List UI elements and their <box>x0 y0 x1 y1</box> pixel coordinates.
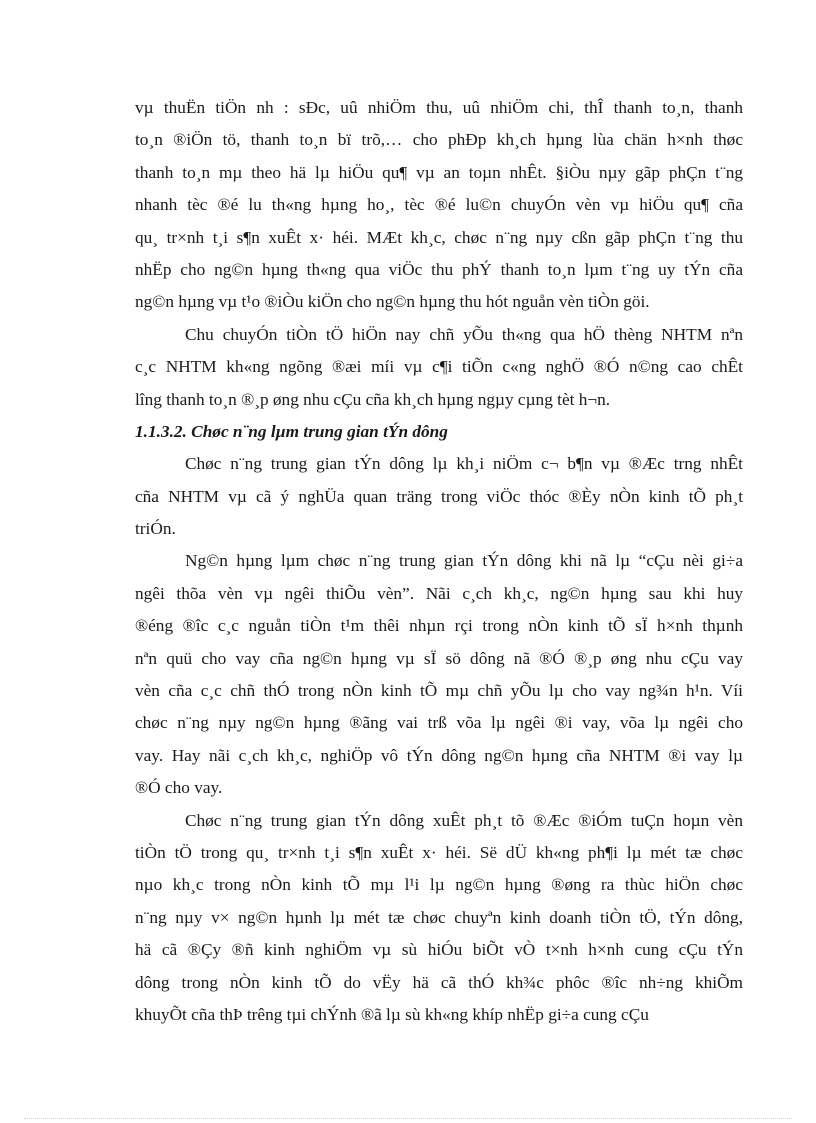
text-line: c¸c NHTM kh«ng ngõng ®æi míi vµ c¶i tiÕn c«ng nghÖ ®Ó n©ng cao chÊt <box>135 357 743 377</box>
body-text-top <box>135 92 743 416</box>
text-line: thanh to¸n mµ theo hä lµ hiÖu qu¶ vµ an toµn nhÊt. §iÒu nµy gãp phÇn t¨ng <box>135 162 743 182</box>
text-line: vay. Hay nãi c¸ch kh¸c, nghiÖp vô tÝn dông ng©n hµng cña NHTM ®i vay lµ <box>135 745 743 765</box>
text-line: ng©n hµng vµ t¹o ®iÒu kiÖn cho ng©n hµng thu hót nguån vèn tiÒn göi. <box>135 292 650 312</box>
text-line: triÓn. <box>135 519 176 539</box>
text-line: cña NHTM vµ cã ý nghÜa quan träng trong viÖc thóc ®Èy nÒn kinh tÕ ph¸t <box>135 486 743 506</box>
text-line: lîng thanh to¸n ®¸p øng nhu cÇu cña kh¸ch hµng ngµy cµng tèt h¬n. <box>135 389 611 409</box>
text-line: nhËp cho ng©n hµng th«ng qua viÖc thu phÝ thanh to¸n lµm t¨ng uy tÝn cña <box>135 259 743 279</box>
paragraph <box>135 92 743 319</box>
text-line: Chøc n¨ng trung gian tÝn dông xuÊt ph¸t tõ ®Æc ®iÓm tuÇn hoµn vèn <box>185 810 743 830</box>
paragraph <box>135 448 743 545</box>
paragraph <box>135 319 743 416</box>
text-line: nhanh tèc ®é lu th«ng hµng ho¸, tèc ®é lu©n chuyÓn vèn vµ hiÖu qu¶ cña <box>135 195 743 215</box>
text-line: nªn quü cho vay cña ng©n hµng vµ sÏ sö dông nã ®Ó ®¸p øng nhu cÇu vay <box>135 648 743 668</box>
text-line: n¨ng nµy v× ng©n hµnh lµ mét tæ chøc chuyªn kinh doanh tiÒn tÖ, tÝn dông, <box>135 907 743 927</box>
text-line: to¸n ®iÖn tö, thanh to¸n bï trõ,… cho phÐp kh¸ch hµng lùa chän h×nh thøc <box>135 130 743 150</box>
text-line: ®éng ®îc c¸c nguån tiÒn t¹m thêi nhµn rçi trong nÒn kinh tÕ sÏ h×nh thµnh <box>135 616 743 636</box>
text-line: hä cã ®Çy ®ñ kinh nghiÖm vµ sù hiÓu biÕt vÒ t×nh h×nh cung cÇu tÝn <box>135 940 743 960</box>
text-line: vµ thuËn tiÖn nh : sÐc, uû nhiÖm thu, uû nhiÖm chi, thÎ thanh to¸n, thanh <box>135 98 743 117</box>
text-line: ®Ó cho vay. <box>135 778 223 798</box>
section-heading: 1.1.3.2. Chøc n¨ng lµm trung gian tÝn dông <box>135 421 448 441</box>
text-line: nµo kh¸c trong nÒn kinh tÕ mµ l¹i lµ ng©n hµng ®øng ra thùc hiÖn chøc <box>135 875 743 895</box>
page-bottom-divider <box>24 1118 792 1119</box>
text-line: khuyÕt cña thÞ trêng tµi chÝnh ®ã lµ sù kh«ng khíp nhËp gi÷a cung cÇu <box>135 1004 649 1024</box>
paragraph <box>135 805 743 1032</box>
body-text-bottom <box>135 448 743 1031</box>
text-line: Chøc n¨ng trung gian tÝn dông lµ kh¸i niÖm c¬ b¶n vµ ®Æc trng nhÊt <box>185 454 743 474</box>
text-line: tiÒn tÖ trong qu¸ tr×nh t¸i s¶n xuÊt x· héi. Së dÜ kh«ng ph¶i lµ mét tæ chøc <box>135 842 743 862</box>
text-line: qu¸ tr×nh t¸i s¶n xuÊt x· héi. MÆt kh¸c, chøc n¨ng nµy cßn gãp phÇn t¨ng thu <box>135 227 743 247</box>
text-line: Chu chuyÓn tiÒn tÖ hiÖn nay chñ yÕu th«ng qua hÖ thèng NHTM nªn <box>185 324 743 344</box>
document-page <box>135 92 743 1031</box>
text-line: vèn cña c¸c chñ thÓ trong nÒn kinh tÕ mµ chñ yÕu lµ cho vay ng¾n h¹n. Víi <box>135 681 743 701</box>
text-line: chøc n¨ng nµy ng©n hµng ®ãng vai trß võa lµ ngêi ®i vay, võa lµ ngêi cho <box>135 713 743 733</box>
text-line: ngêi thõa vèn vµ ngêi thiÕu vèn”. Nãi c¸ch kh¸c, ng©n hµng sau khi huy <box>135 583 743 603</box>
text-line: Ng©n hµng lµm chøc n¨ng trung gian tÝn dông khi nã lµ “cÇu nèi gi÷a <box>185 551 743 571</box>
paragraph <box>135 545 743 804</box>
text-line: dông trong nÒn kinh tÕ do vËy hä cã thÓ kh¾c phôc ®îc nh÷ng khiÕm <box>135 972 743 992</box>
